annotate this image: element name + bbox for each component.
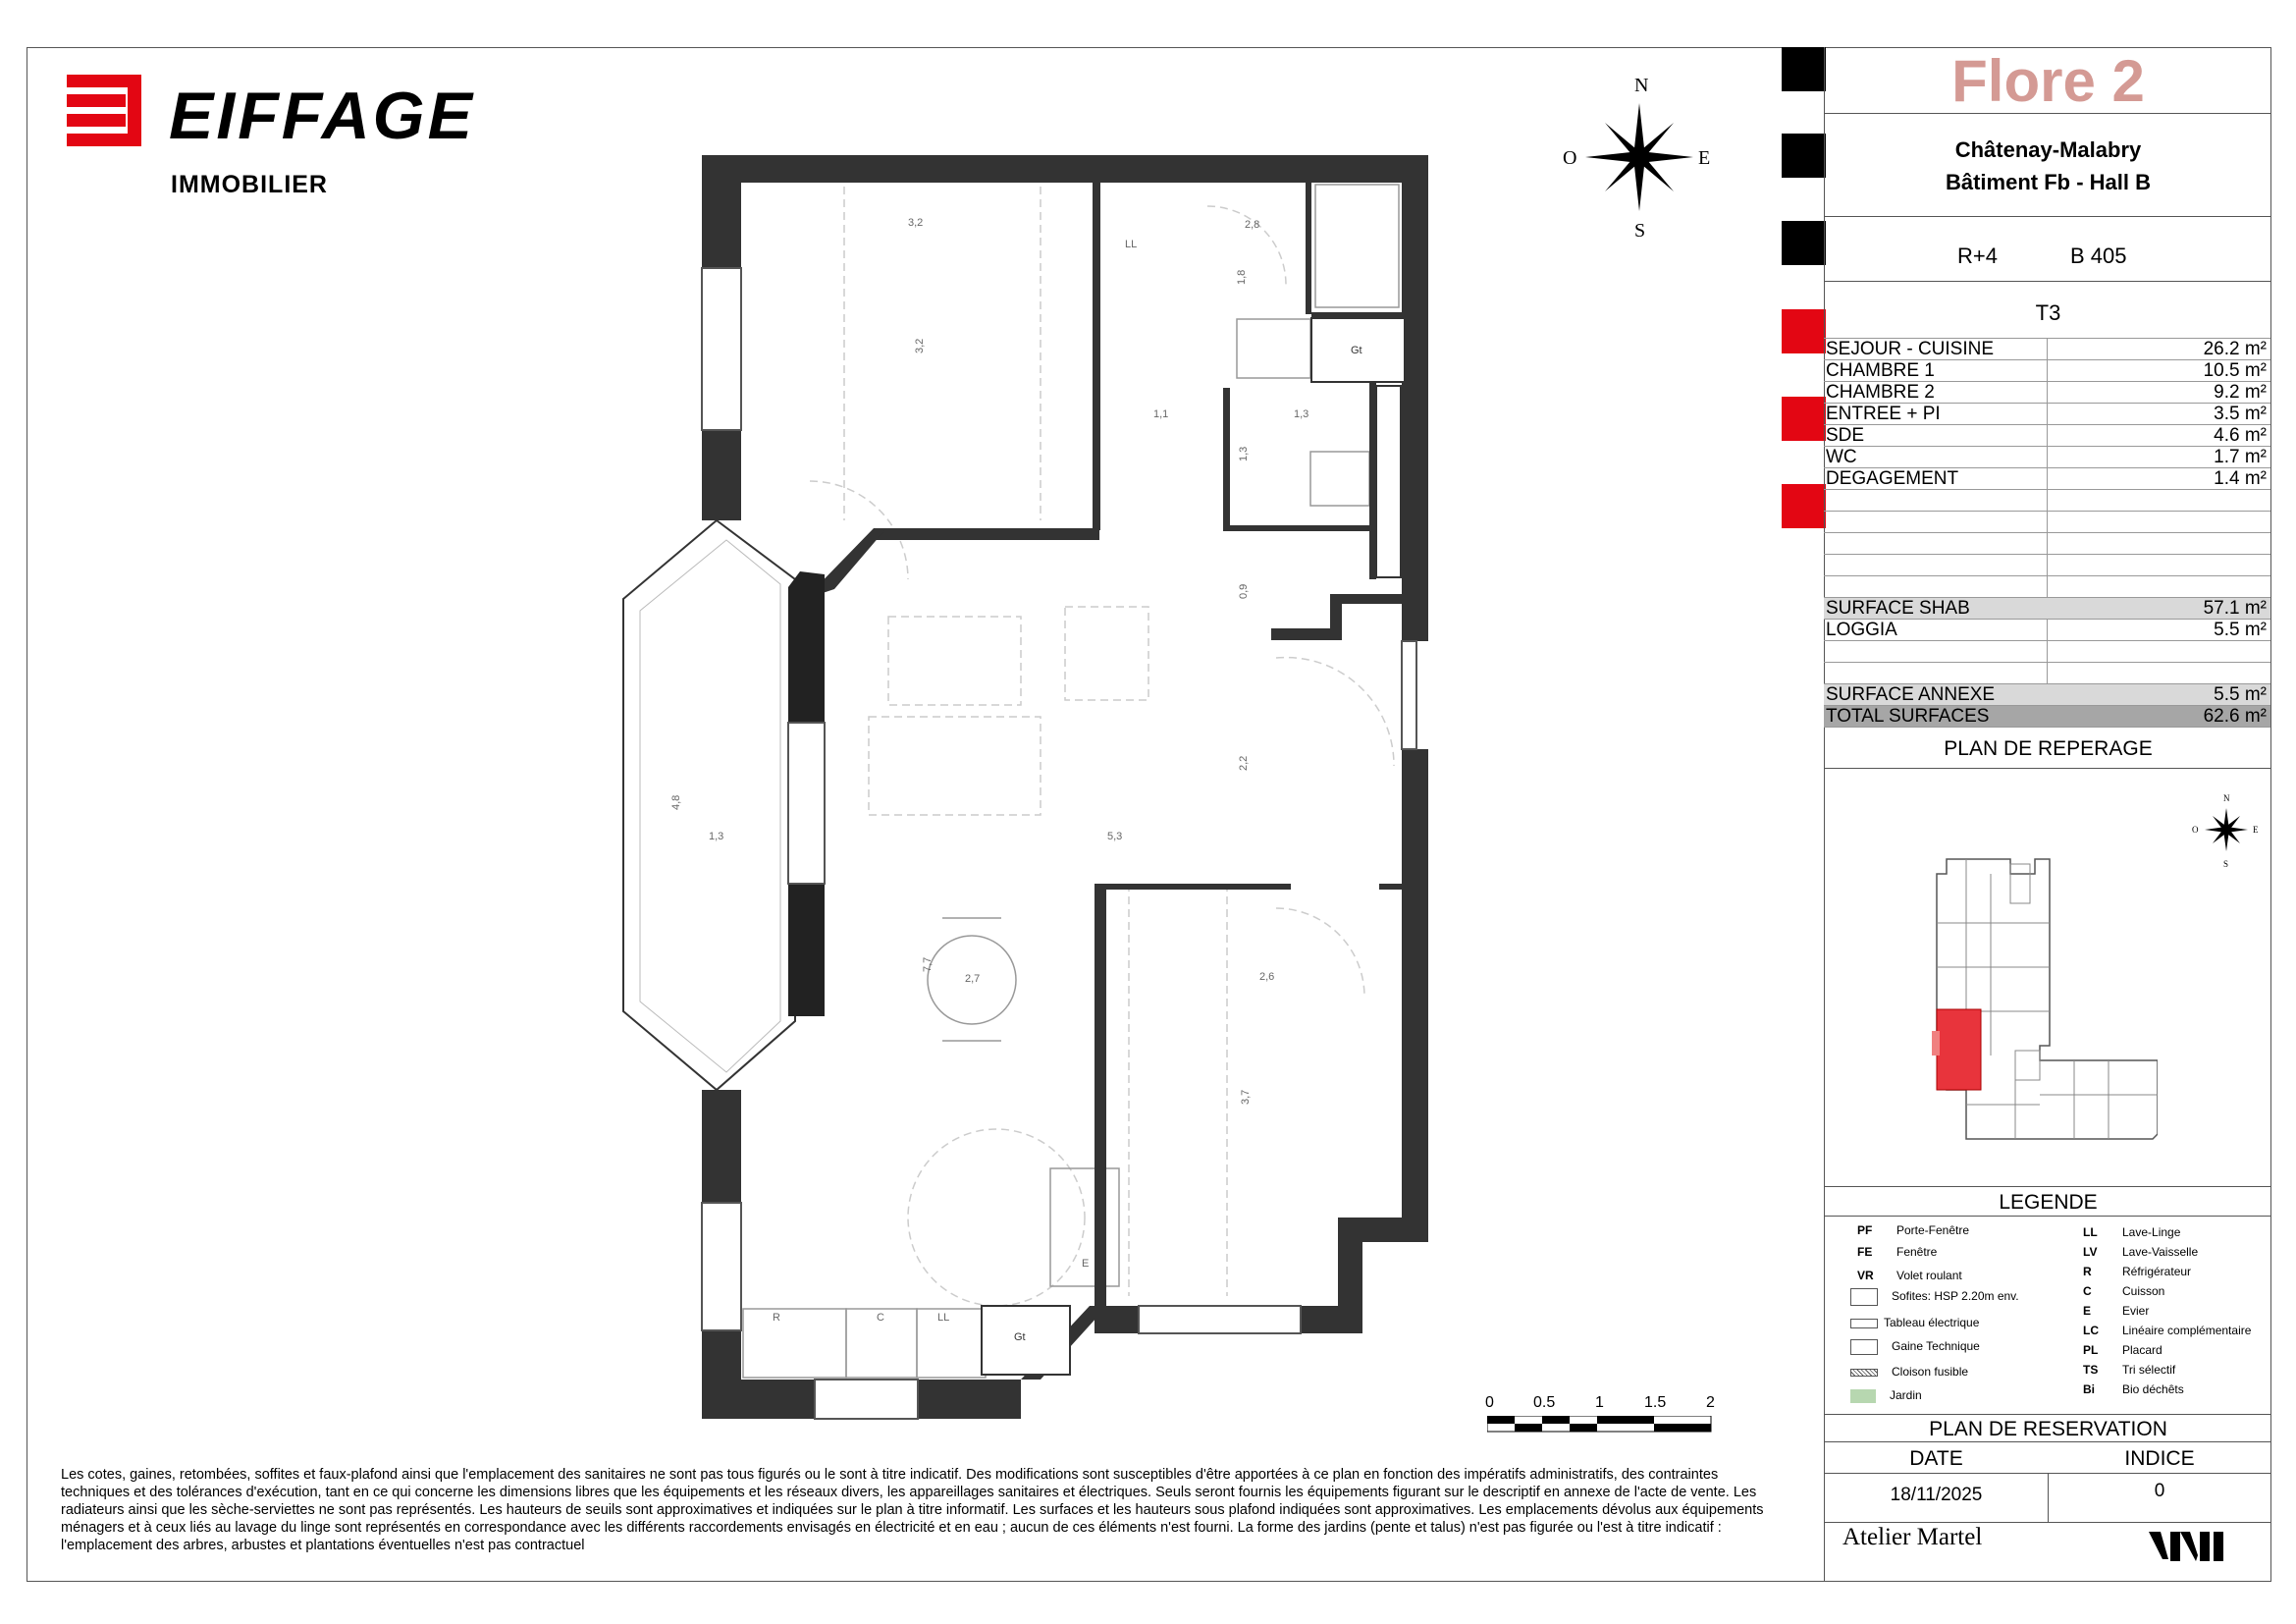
c-label: C: [877, 1312, 884, 1324]
legend-title: LEGENDE: [1999, 1191, 2098, 1214]
annexe-label: SURFACE ANNEXE: [1826, 684, 1996, 705]
surface-row-empty: [1824, 554, 2270, 576]
legend-code: LC: [2083, 1324, 2099, 1337]
legend-code: PL: [2083, 1343, 2099, 1357]
surface-label: ENTREE + PI: [1826, 404, 1941, 424]
legend-entry: [2083, 1382, 2184, 1396]
dim-label: 3,2: [908, 217, 924, 229]
legend-entry: [2083, 1284, 2164, 1298]
scale-label: 0: [1485, 1394, 1494, 1411]
surface-value: 1.7 m²: [2214, 447, 2267, 467]
tableau-electrique-icon: [1850, 1319, 1878, 1328]
surface-row-empty: [1824, 575, 2270, 598]
sofite-swatch-icon: [1850, 1288, 1878, 1306]
project-logo: Flore 2: [1951, 48, 2145, 114]
surface-row: [1824, 467, 2270, 490]
compass-rose-icon: [1556, 74, 1733, 241]
legend-label: Sofites: HSP 2.20m env.: [1892, 1289, 2019, 1304]
legend-entry: [2083, 1225, 2180, 1239]
dim-label: 3,2: [914, 338, 926, 353]
dim-label: 5,3: [1107, 831, 1123, 842]
dim-label: 2,2: [1238, 755, 1250, 771]
legend-entry: [1857, 1269, 1962, 1282]
scale-label: 0.5: [1533, 1394, 1556, 1411]
surface-row: [1824, 403, 2270, 425]
surface-row: [1824, 381, 2270, 404]
loggia-value: 5.5 m²: [2214, 620, 2267, 640]
lot-highlight: [1937, 1009, 1981, 1090]
surface-row-empty: [1824, 640, 2270, 663]
legend-code: VR: [1857, 1269, 1874, 1282]
legend-entry: [2083, 1343, 2163, 1357]
dim-label: 7,7: [922, 956, 934, 972]
legend-entry: [1850, 1365, 1968, 1379]
legend-code: LL: [2083, 1225, 2098, 1239]
date-label: DATE: [1909, 1447, 1963, 1470]
disclaimer-text: Les cotes, gaines, retombées, soffites et faux-plafond ainsi que l'emplacement des sanitaires ne sont pas tous figurés ou le sont à titre indicatif. Des modifications sont susceptibles d'être apportées à ce plan en fonction des impératifs administratifs, des contraintes techniques et des tolérances d'exécution, tant en ce qui concerne les dimensions libres que les équipements et les réseaux divers, les appareillages sanitaires et électriques. Seuls seront fournis les équipements figurant sur le descriptif en annexe de l'acte de vente. Les radiateurs ainsi que les sèche-serviettes ne sont pas représentés. Les hauteurs de seuils sont approximatives et indiquées sur le plan à titre informatif. Les surfaces et les hauteurs sous plafond indiquées sont approximatives. Les emplacements dévolus aux équipements ménagers et à ceux liés au lavage du linge sont représentés en correspondance avec les différents raccordements envisagés en électricité et en eau ; aucun de ces éléments n'est fourni. La forme des jardins (pente et talus) n'est pas figurée ou l'est à titre indicatif : l'emplacement des arbres, arbustes et plantations éventuelles n'est pas contractuel: [61, 1467, 1764, 1553]
legend-label: Evier: [2122, 1304, 2150, 1318]
legend-code: LV: [2083, 1245, 2098, 1259]
surface-label: CHAMBRE 2: [1826, 382, 1935, 403]
legend-code: TS: [2083, 1363, 2099, 1377]
surface-value: 10.5 m²: [2203, 360, 2267, 381]
jardin-swatch-icon: [1850, 1389, 1876, 1403]
reservation-date: 18/11/2025: [1890, 1485, 1983, 1505]
loggia-label: LOGGIA: [1826, 620, 1897, 640]
small-compass-e: E: [2253, 825, 2259, 835]
total-label: TOTAL SURFACES: [1826, 706, 1990, 727]
dim-label: 2,6: [1259, 971, 1275, 983]
dim-label: 2,8: [1245, 219, 1260, 231]
legend-label: Bio déchêts: [2122, 1382, 2184, 1396]
shab-value: 57.1 m²: [2203, 598, 2267, 619]
annexe-row: [1824, 683, 2270, 706]
dim-label: 2,7: [965, 973, 981, 985]
legend-label: Lave-Vaisselle: [2122, 1245, 2199, 1259]
total-value: 62.6 m²: [2203, 706, 2267, 727]
compass-s: S: [1634, 220, 1646, 241]
surface-value: 4.6 m²: [2214, 425, 2267, 446]
surface-value: 26.2 m²: [2203, 339, 2267, 359]
legend-entry: [2083, 1304, 2149, 1318]
reperage-title: PLAN DE REPERAGE: [1944, 737, 2153, 760]
scale-label: 1.5: [1644, 1394, 1667, 1411]
legend-label: Linéaire complémentaire: [2122, 1324, 2252, 1337]
legend-entry: [1850, 1388, 1922, 1403]
dim-label: 1,1: [1153, 408, 1169, 420]
compass-e: E: [1698, 147, 1711, 169]
architect-logo-icon: [2149, 1530, 2227, 1563]
surface-value: 1.4 m²: [2214, 468, 2267, 489]
scale-label: 1: [1595, 1394, 1604, 1411]
gaine-technique-icon: [1850, 1339, 1878, 1355]
legend-entry: [1850, 1339, 1980, 1355]
dim-label: 4,8: [670, 794, 682, 810]
annexe-value: 5.5 m²: [2214, 684, 2267, 705]
surface-row-empty: [1824, 511, 2270, 533]
lot-number: B 405: [2070, 244, 2127, 268]
surface-row-empty: [1824, 532, 2270, 555]
scale-bar: [1477, 1394, 1718, 1434]
legend-label: Placard: [2122, 1343, 2163, 1357]
surface-label: CHAMBRE 1: [1826, 360, 1935, 381]
small-compass-o: O: [2192, 825, 2199, 835]
legend-code: E: [2083, 1304, 2092, 1318]
windows: [702, 268, 1416, 1419]
architect-name: Atelier Martel: [1842, 1524, 1983, 1550]
surface-value: 3.5 m²: [2214, 404, 2267, 424]
surface-row-empty: [1824, 489, 2270, 512]
legend-label: Tableau électrique: [1884, 1316, 1980, 1329]
ll-label: LL: [1125, 239, 1138, 250]
surface-row: [1824, 424, 2270, 447]
small-compass-n: N: [2223, 793, 2230, 803]
legend-label: Cuisson: [2122, 1284, 2165, 1298]
ll-label: LL: [937, 1312, 950, 1324]
marker-square: [1782, 47, 1826, 91]
marker-square: [1782, 221, 1826, 265]
small-compass-s: S: [2223, 859, 2229, 869]
legend-label: Cloison fusible: [1892, 1365, 1969, 1379]
brand-subtitle: IMMOBILIER: [171, 171, 328, 198]
reperage-plan: [1824, 771, 2270, 1183]
indice-label: INDICE: [2124, 1447, 2195, 1470]
gt-label: Gt: [1351, 345, 1362, 356]
scale-label: 2: [1706, 1394, 1715, 1411]
legend-label: Réfrigérateur: [2122, 1265, 2192, 1278]
dim-label: 1,3: [1238, 446, 1250, 461]
project-city: Châtenay-Malabry: [1954, 137, 2142, 162]
project-building: Bâtiment Fb - Hall B: [1945, 170, 2151, 194]
surface-label: WC: [1826, 447, 1857, 467]
surface-row: [1824, 359, 2270, 382]
surface-row: [1824, 338, 2270, 360]
brand-name: EIFFAGE: [169, 79, 475, 153]
compass-n: N: [1634, 75, 1649, 96]
legend-entry: [2083, 1363, 2175, 1377]
r-label: R: [773, 1312, 780, 1324]
dim-label: 3,7: [1240, 1089, 1252, 1105]
loggia: [623, 520, 795, 1090]
surface-label: SEJOUR - CUISINE: [1826, 339, 1995, 359]
legend-entry: [2083, 1324, 2251, 1337]
surface-row-empty: [1824, 662, 2270, 684]
legend-entry: [1850, 1316, 1979, 1329]
legend-label: Porte-Fenêtre: [1896, 1223, 1970, 1237]
compass-o: O: [1563, 147, 1577, 169]
marker-square: [1782, 397, 1826, 441]
surface-row: [1824, 446, 2270, 468]
legend-code: R: [2083, 1265, 2092, 1278]
small-compass-icon: [2192, 790, 2261, 869]
dim-label: 1,8: [1236, 269, 1248, 285]
surface-label: SDE: [1826, 425, 1865, 446]
legend-label: Jardin: [1890, 1388, 1922, 1402]
marker-square: [1782, 484, 1826, 528]
legend-entry: [1857, 1223, 1969, 1237]
legend-code: Bi: [2083, 1382, 2095, 1396]
gaine-technique: [982, 318, 1405, 1375]
legend-label: Gaine Technique: [1892, 1339, 1980, 1354]
building-footprint: [1927, 854, 2158, 1144]
legend-label: Lave-Linge: [2122, 1225, 2181, 1239]
legend-entry: [1850, 1288, 2019, 1306]
cloison-fusible-icon: [1850, 1369, 1878, 1377]
reservation-indice: 0: [2154, 1481, 2165, 1501]
legend-entry: [1857, 1245, 1937, 1259]
legend-entry: [2083, 1245, 2198, 1259]
surface-shab-row: [1824, 597, 2270, 620]
legend-code: C: [2083, 1284, 2092, 1298]
loggia-row: [1824, 619, 2270, 641]
shab-label: SURFACE SHAB: [1826, 598, 1970, 619]
legend-label: Tri sélectif: [2122, 1363, 2176, 1377]
lot-type: T3: [2035, 300, 2061, 325]
gt-label: Gt: [1014, 1331, 1026, 1343]
dim-label: 0,9: [1238, 583, 1250, 599]
marker-square: [1782, 309, 1826, 353]
surface-value: 9.2 m²: [2214, 382, 2267, 403]
legend-entry: [2083, 1265, 2191, 1278]
kitchen-fixtures: [743, 185, 1399, 1378]
e-label: E: [1082, 1258, 1090, 1270]
dim-label: 1,3: [1294, 408, 1309, 420]
legend-label: Fenêtre: [1896, 1245, 1938, 1259]
lot-floor: R+4: [1957, 244, 1998, 268]
marker-square: [1782, 134, 1826, 178]
legend-code: FE: [1857, 1245, 1873, 1259]
dim-label: 1,3: [709, 831, 724, 842]
surface-label: DEGAGEMENT: [1826, 468, 1959, 489]
table-bottom-line: [1824, 727, 2270, 728]
legend-label: Volet roulant: [1896, 1269, 1962, 1282]
total-row: [1824, 705, 2270, 728]
reservation-title: PLAN DE RESERVATION: [1929, 1418, 2167, 1440]
legend-code: PF: [1857, 1223, 1873, 1237]
